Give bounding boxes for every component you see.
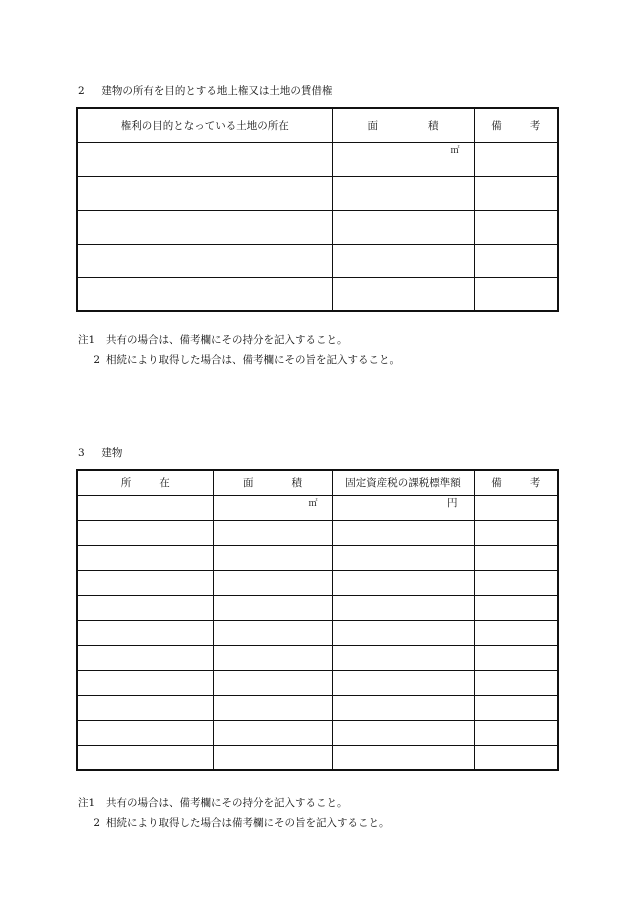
table-row (77, 645, 558, 670)
section3-location-cell[interactable] (77, 745, 213, 770)
section3-tax-value-cell[interactable] (332, 620, 474, 645)
section3-area-cell[interactable] (213, 670, 332, 695)
section2-area-cell[interactable] (332, 244, 474, 277)
section2-header-row (77, 108, 558, 142)
section3-area-cell[interactable] (213, 495, 332, 520)
section2-area-cell[interactable] (332, 210, 474, 244)
section3-remarks-cell[interactable] (474, 720, 558, 745)
table-row (77, 745, 558, 770)
section3-area-cell[interactable] (213, 745, 332, 770)
section3-heading (78, 446, 122, 460)
section2-remarks-cell[interactable] (474, 142, 558, 176)
section3-location-cell[interactable] (77, 670, 213, 695)
section2-remarks-cell[interactable] (474, 244, 558, 277)
note-text: 共有の場合は、備考欄にその持分を記入すること。 (106, 334, 348, 346)
section3-remarks-cell[interactable] (474, 670, 558, 695)
section2-header-location: 権利の目的となっている土地の所在 (77, 108, 332, 142)
section3-remarks-cell[interactable] (474, 745, 558, 770)
section2-header-remarks: 備 考 (474, 108, 558, 142)
section3-area-cell[interactable] (213, 545, 332, 570)
section3-header-row (77, 470, 558, 495)
section3-area-cell[interactable] (213, 520, 332, 545)
section3-tax-value-cell[interactable] (332, 520, 474, 545)
table-row (77, 277, 558, 311)
section2-area-cell[interactable] (332, 142, 474, 176)
section3-header-tax-value: 固定資産税の課税標準額 (332, 470, 474, 495)
section3-header-area: 面 積 (213, 470, 332, 495)
section3-location-cell[interactable] (77, 570, 213, 595)
section3-tax-value-cell[interactable] (332, 695, 474, 720)
table-row (77, 545, 558, 570)
note-label: 2 (93, 817, 100, 829)
section2-header-area: 面 積 (332, 108, 474, 142)
section3-title: 建物 (101, 447, 123, 459)
section2-location-cell[interactable] (77, 244, 332, 277)
table-row (77, 244, 558, 277)
section3-tax-value-cell[interactable] (332, 570, 474, 595)
table-row (77, 720, 558, 745)
section3-remarks-cell[interactable] (474, 620, 558, 645)
section3-area-cell[interactable] (213, 645, 332, 670)
table-row (77, 570, 558, 595)
section2-remarks-cell[interactable] (474, 277, 558, 311)
yen-unit: 円 (447, 496, 458, 509)
section2-area-cell[interactable] (332, 277, 474, 311)
section2-title: 建物の所有を目的とする地上権又は土地の賃借権 (101, 85, 333, 97)
section2-location-cell[interactable] (77, 210, 332, 244)
note-label: 注1 (78, 334, 96, 346)
table-row (77, 495, 558, 520)
section2-location-cell[interactable] (77, 142, 332, 176)
section3-area-cell[interactable] (213, 695, 332, 720)
section3-remarks-cell[interactable] (474, 520, 558, 545)
square-meter-unit: ㎡ (450, 145, 460, 156)
note-item (78, 330, 400, 350)
note-item (78, 813, 390, 833)
note-text: 共有の場合は、備考欄にその持分を記入すること。 (106, 797, 348, 809)
section3-tax-value-cell[interactable] (332, 595, 474, 620)
table-row (77, 695, 558, 720)
section3-number: 3 (78, 447, 85, 459)
section3-location-cell[interactable] (77, 595, 213, 620)
section3-tax-value-cell[interactable] (332, 645, 474, 670)
section3-area-cell[interactable] (213, 570, 332, 595)
section3-header-location: 所 在 (77, 470, 213, 495)
section3-remarks-cell[interactable] (474, 495, 558, 520)
section3-location-cell[interactable] (77, 720, 213, 745)
table-row (77, 595, 558, 620)
section3-tax-value-cell[interactable] (332, 720, 474, 745)
section3-location-cell[interactable] (77, 620, 213, 645)
note-item (78, 350, 400, 370)
section3-remarks-cell[interactable] (474, 695, 558, 720)
section2-area-cell[interactable] (332, 176, 474, 210)
section3-area-cell[interactable] (213, 595, 332, 620)
section2-table (76, 107, 559, 312)
section3-location-cell[interactable] (77, 545, 213, 570)
section2-notes (78, 330, 400, 370)
section2-location-cell[interactable] (77, 176, 332, 210)
section3-location-cell[interactable] (77, 520, 213, 545)
section2-heading (78, 84, 332, 98)
table-row (77, 670, 558, 695)
section3-location-cell[interactable] (77, 645, 213, 670)
section3-area-cell[interactable] (213, 720, 332, 745)
section3-remarks-cell[interactable] (474, 645, 558, 670)
table-row (77, 176, 558, 210)
section3-header-remarks: 備 考 (474, 470, 558, 495)
table-row (77, 520, 558, 545)
section3-table (76, 469, 559, 771)
note-item (78, 793, 390, 813)
table-row (77, 142, 558, 176)
section3-notes (78, 793, 390, 833)
note-label: 2 (93, 354, 100, 366)
section2-number: 2 (78, 85, 85, 97)
section3-tax-value-cell[interactable] (332, 745, 474, 770)
section2-remarks-cell[interactable] (474, 210, 558, 244)
note-text: 相続により取得した場合は備考欄にその旨を記入すること。 (106, 817, 390, 829)
section3-remarks-cell[interactable] (474, 570, 558, 595)
section3-location-cell[interactable] (77, 695, 213, 720)
section3-remarks-cell[interactable] (474, 545, 558, 570)
section3-area-cell[interactable] (213, 620, 332, 645)
note-label: 注1 (78, 797, 96, 809)
table-row (77, 620, 558, 645)
section3-remarks-cell[interactable] (474, 595, 558, 620)
section2-remarks-cell[interactable] (474, 176, 558, 210)
section3-tax-value-cell[interactable] (332, 670, 474, 695)
section2-location-cell[interactable] (77, 277, 332, 311)
table-row (77, 210, 558, 244)
section3-location-cell[interactable] (77, 495, 213, 520)
note-text: 相続により取得した場合は、備考欄にその旨を記入すること。 (106, 354, 400, 366)
section3-tax-value-cell[interactable] (332, 495, 474, 520)
section3-tax-value-cell[interactable] (332, 545, 474, 570)
square-meter-unit: ㎡ (308, 498, 318, 509)
